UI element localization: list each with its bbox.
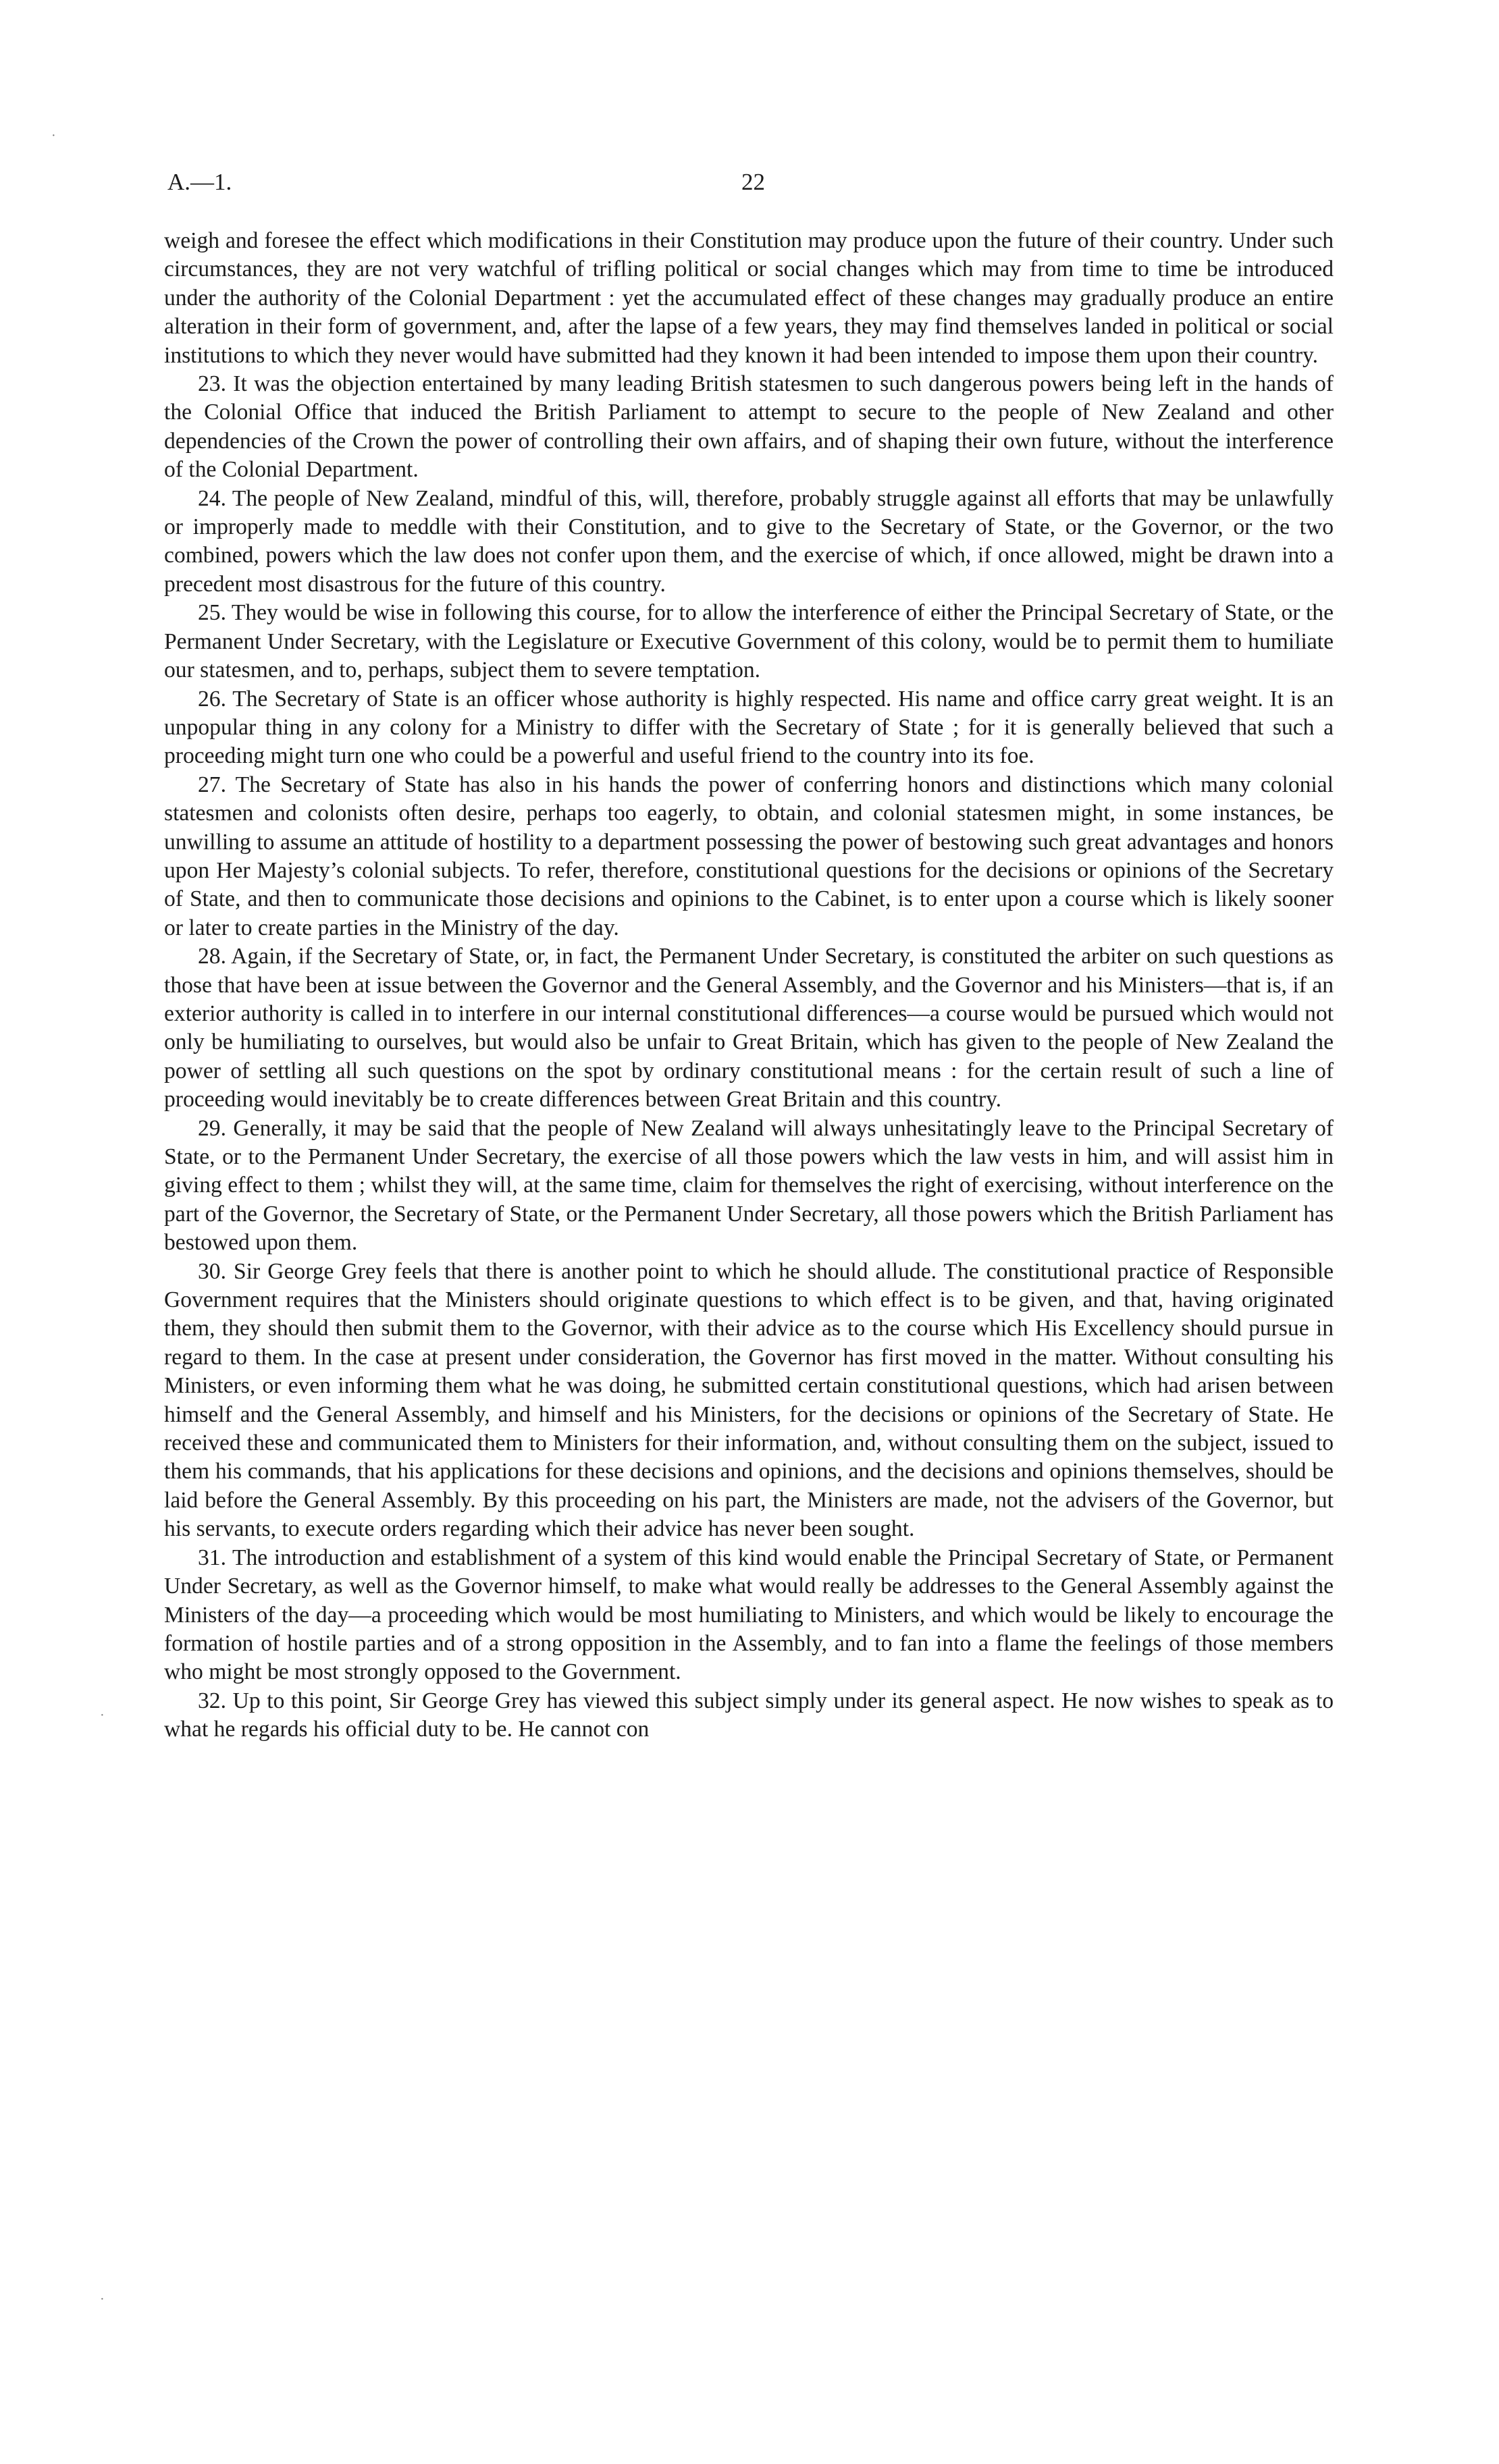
paragraph: 32. Up to this point, Sir George Grey has viewed this subject simply under its general aspect. He now wishes to speak as to what he regards his official duty to be. He cannot con xyxy=(164,1688,1334,1742)
paragraph: 25. They would be wise in following this course, for to allow the interference of either the Principal Secretary of State, or the Permanent Under Secretary, with the Legislature or Executive Government of this colony, would be to permit them to humiliate our statesmen, and to, perhaps, subject them to severe temptation. xyxy=(164,600,1334,683)
scan-mark: · xyxy=(51,128,56,143)
page-number: 22 xyxy=(741,169,765,195)
paragraph: 24. The people of New Zealand, mindful of this, will, therefore, probably struggle against all efforts that may be unlawfully or improperly made to meddle with their Constitution, and to give to the Secretary of State, or the Governor, or the two combined, powers which the law does not confer upon them, and the exercise of which, if once allowed, might be drawn into a precedent most disastrous for the future of this country. xyxy=(164,485,1334,597)
paragraph: 30. Sir George Grey feels that there is another point to which he should allude. The constitutional practice of Responsible Government requires that the Ministers should originate questions to which effect is to be given, and that, having originated them, they should then submit them to the Governor, with their advice as to the course which His Excellency should pursue in regard to them. In the case at present under consideration, the Governor has first moved in the matter. Without consulting his Ministers, or even informing them what he was doing, he submitted certain constitutional questions, which had arisen between himself and the General Assembly, and himself and his Ministers, for the decisions or opinions of the Secretary of State. He received these and communicated them to Ministers for their information, and, without consulting them on the subject, issued to them his commands, that his applications for these decisions and opinions, and the decisions and opinions themselves, should be laid before the General Assembly. By this proceeding on his part, the Ministers are made, not the advisers of the Governor, but his servants, to execute orders regarding which their advice has never been sought. xyxy=(164,1258,1334,1542)
scan-mark: · xyxy=(100,2292,105,2307)
page-header xyxy=(167,162,1339,203)
scan-mark: · xyxy=(100,1708,105,1723)
paragraph: weigh and foresee the effect which modifications in their Constitution may produce upon the future of their country. Under such circumstances, they are not very watchful of trifling political or social changes which may from time to time be introduced under the authority of the Colonial Department : yet the accumulated effect of these changes may gradually produce an entire alteration in their form of government, and, after the lapse of a few years, they may find themselves landed in political or social institutions to which they never would have submitted had they known it had been intended to impose them upon their country. xyxy=(164,228,1334,368)
body-text xyxy=(164,227,1334,1744)
document-reference: A.—1. xyxy=(167,169,232,195)
paragraph: 26. The Secretary of State is an officer whose authority is highly respected. His name and office carry great weight. It is an unpopular thing in any colony for a Ministry to differ with the Secretary of State ; for it is generally believed that such a proceeding might turn one who could be a powerful and useful friend to the country into its foe. xyxy=(164,686,1334,769)
paragraph: 29. Generally, it may be said that the people of New Zealand will always unhesitatingly leave to the Principal Secretary of State, or to the Permanent Under Secretary, the exercise of all those powers which the law vests in him, and will assist him in giving effect to them ; whilst they will, at the same time, claim for themselves the right of exercising, without interference on the part of the Governor, the Secretary of State, or the Permanent Under Secretary, all those powers which the British Parliament has bestowed upon them. xyxy=(164,1115,1334,1256)
paragraph: 28. Again, if the Secretary of State, or, in fact, the Permanent Under Secretary, is constituted the arbiter on such questions as those that have been at issue between the Governor and the General Assembly, and the Governor and his Ministers—that is, if an exterior authority is called in to interfere in our internal constitutional differences—a course would be pursued which would not only be humiliating to ourselves, but would also be unfair to Great Britain, which has given to the people of New Zealand the power of settling all such questions on the spot by ordinary constitutional means : for the certain result of such a line of proceeding would inevitably be to create differences between Great Britain and this country. xyxy=(164,944,1334,1113)
paragraph: 31. The introduction and establishment of a system of this kind would enable the Principal Secretary of State, or Permanent Under Secretary, as well as the Governor himself, to make what would really be addresses to the General Assembly against the Ministers of the day—a proceeding which would be most humiliating to Ministers, and which would be likely to encourage the formation of hostile parties and of a strong opposition in the Assembly, and to fan into a flame the feelings of those members who might be most strongly opposed to the Government. xyxy=(164,1545,1334,1685)
paragraph: 23. It was the objection entertained by many leading British statesmen to such dangerous powers being left in the hands of the Colonial Office that induced the British Parliament to attempt to secure to the people of New Zealand and other dependencies of the Crown the power of controlling their own affairs, and of shaping their own future, without the interference of the Colonial Department. xyxy=(164,371,1334,483)
paragraph: 27. The Secretary of State has also in his hands the power of conferring honors and distinctions which many colonial statesmen and colonists often desire, perhaps too eagerly, to obtain, and colonial statesmen might, in some instances, be unwilling to assume an attitude of hostility to a department possessing the power of bestowing such great advantages and honors upon Her Majesty’s colonial subjects. To refer, therefore, constitutional questions for the decisions or opinions of the Secretary of State, and then to communicate those decisions and opinions to the Cabinet, is to enter upon a course which is likely sooner or later to create parties in the Ministry of the day. xyxy=(164,772,1334,940)
